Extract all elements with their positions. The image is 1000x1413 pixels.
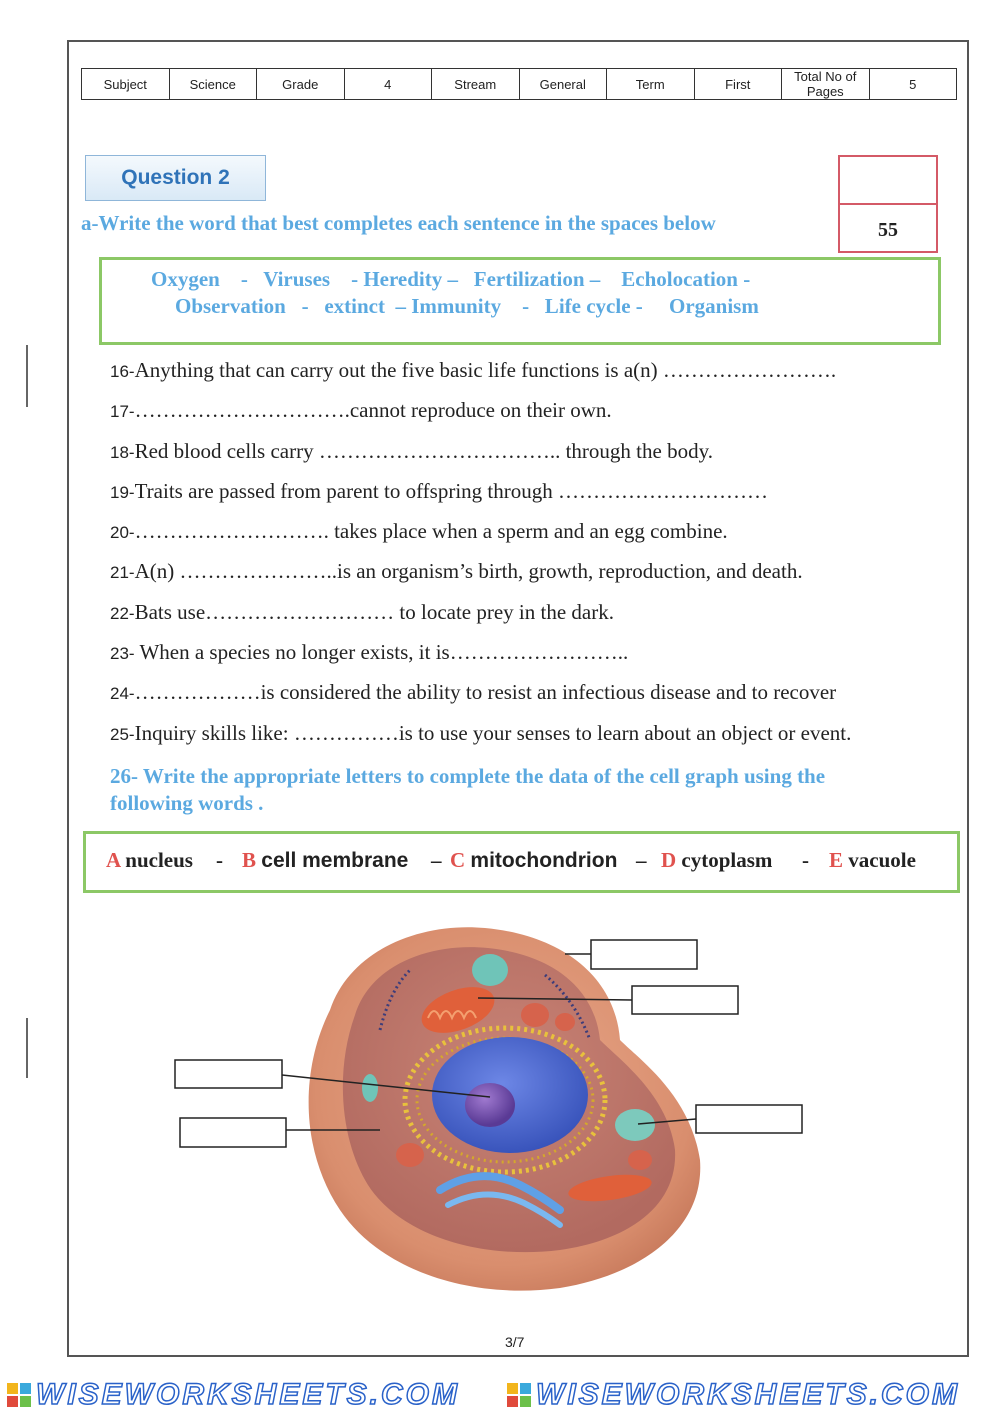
page-number: 3/7	[505, 1334, 525, 1350]
header-cell: 4	[344, 69, 432, 100]
score-value: 55	[878, 219, 898, 241]
header-cell: Term	[607, 69, 695, 100]
question-title: Question 2	[85, 155, 266, 201]
score-divider	[840, 203, 936, 205]
label-box	[632, 986, 738, 1014]
question-item[interactable]: 25-Inquiry skills like: ……………is to use your senses to learn about an object or event.	[110, 721, 852, 745]
wiseworksheets-logo-icon	[6, 1382, 32, 1408]
question-item[interactable]: 18-Red blood cells carry …………………………….. through the body.	[110, 439, 713, 463]
header-cell: General	[519, 69, 607, 100]
separator: –	[431, 848, 442, 872]
header-cell: Grade	[257, 69, 345, 100]
question-item[interactable]: 21-A(n) …………………..is an organism’s birth, growth, reproduction, and death.	[110, 559, 803, 583]
header-table	[81, 68, 957, 100]
margin-mark	[26, 345, 28, 407]
footer-brand: WISEWORKSHEETS.COM	[36, 1378, 461, 1411]
vacuole	[362, 1074, 378, 1102]
lysosome	[521, 1003, 549, 1027]
question-item[interactable]: 17-………………………….cannot reproduce on their own.	[110, 398, 612, 422]
score-box	[838, 155, 938, 253]
label-box	[696, 1105, 802, 1133]
letter-bank-item: E vacuole	[829, 848, 916, 872]
question-item[interactable]: 22-Bats use……………………… to locate prey in the dark.	[110, 600, 614, 624]
margin-mark	[26, 1018, 28, 1078]
cell-diagram	[0, 900, 1000, 1310]
label-box	[180, 1118, 286, 1147]
header-cell: Stream	[432, 69, 520, 100]
footer-watermark	[0, 1376, 1000, 1413]
letter-bank-item: B cell membrane	[242, 848, 409, 872]
label-box	[175, 1060, 282, 1088]
label-box	[591, 940, 697, 969]
separator: -	[802, 848, 809, 872]
question-item[interactable]: 23- When a species no longer exists, it is……………………..	[110, 640, 629, 664]
question-item[interactable]: 16-Anything that can carry out the five basic life functions is a(n) …………………….	[110, 358, 837, 382]
word-bank-line-2: Observation - extinct – Immunity - Life cycle - Organism	[175, 294, 759, 318]
question-26-line-1: 26- Write the appropriate letters to complete the data of the cell graph using the	[110, 764, 826, 788]
header-cell: 5	[869, 69, 957, 100]
separator: –	[636, 848, 647, 872]
header-cell: Subject	[82, 69, 170, 100]
header-cell: Science	[169, 69, 257, 100]
question-item[interactable]: 24-………………is considered the ability to resist an infectious disease and to recover	[110, 680, 837, 704]
question-item[interactable]: 20-………………………. takes place when a sperm and an egg combine.	[110, 519, 728, 543]
question-item[interactable]: 19-Traits are passed from parent to offspring through …………………………	[110, 479, 769, 503]
vacuole	[615, 1109, 655, 1141]
question-26	[110, 763, 825, 817]
letter-bank	[83, 831, 960, 893]
word-bank-line-1: Oxygen - Viruses - Heredity – Fertilization – Echolocation -	[151, 267, 751, 291]
nucleolus	[465, 1083, 515, 1127]
instruction: a-Write the word that best completes each sentence in the spaces below	[81, 211, 716, 235]
separator: -	[216, 848, 223, 872]
letter-bank-item: A nucleus	[106, 848, 193, 872]
question-26-line-2: following words .	[110, 791, 264, 815]
letter-bank-item: D cytoplasm	[661, 848, 773, 872]
header-cell: Total No of Pages	[782, 69, 870, 100]
vacuole	[472, 954, 508, 986]
footer-brand: WISEWORKSHEETS.COM	[536, 1378, 961, 1411]
word-bank	[99, 257, 941, 345]
lysosome	[396, 1143, 424, 1167]
lysosome	[628, 1150, 652, 1170]
header-cell: First	[694, 69, 782, 100]
lysosome	[555, 1013, 575, 1031]
wiseworksheets-logo-icon	[506, 1382, 532, 1408]
letter-bank-item: C mitochondrion	[450, 848, 618, 872]
